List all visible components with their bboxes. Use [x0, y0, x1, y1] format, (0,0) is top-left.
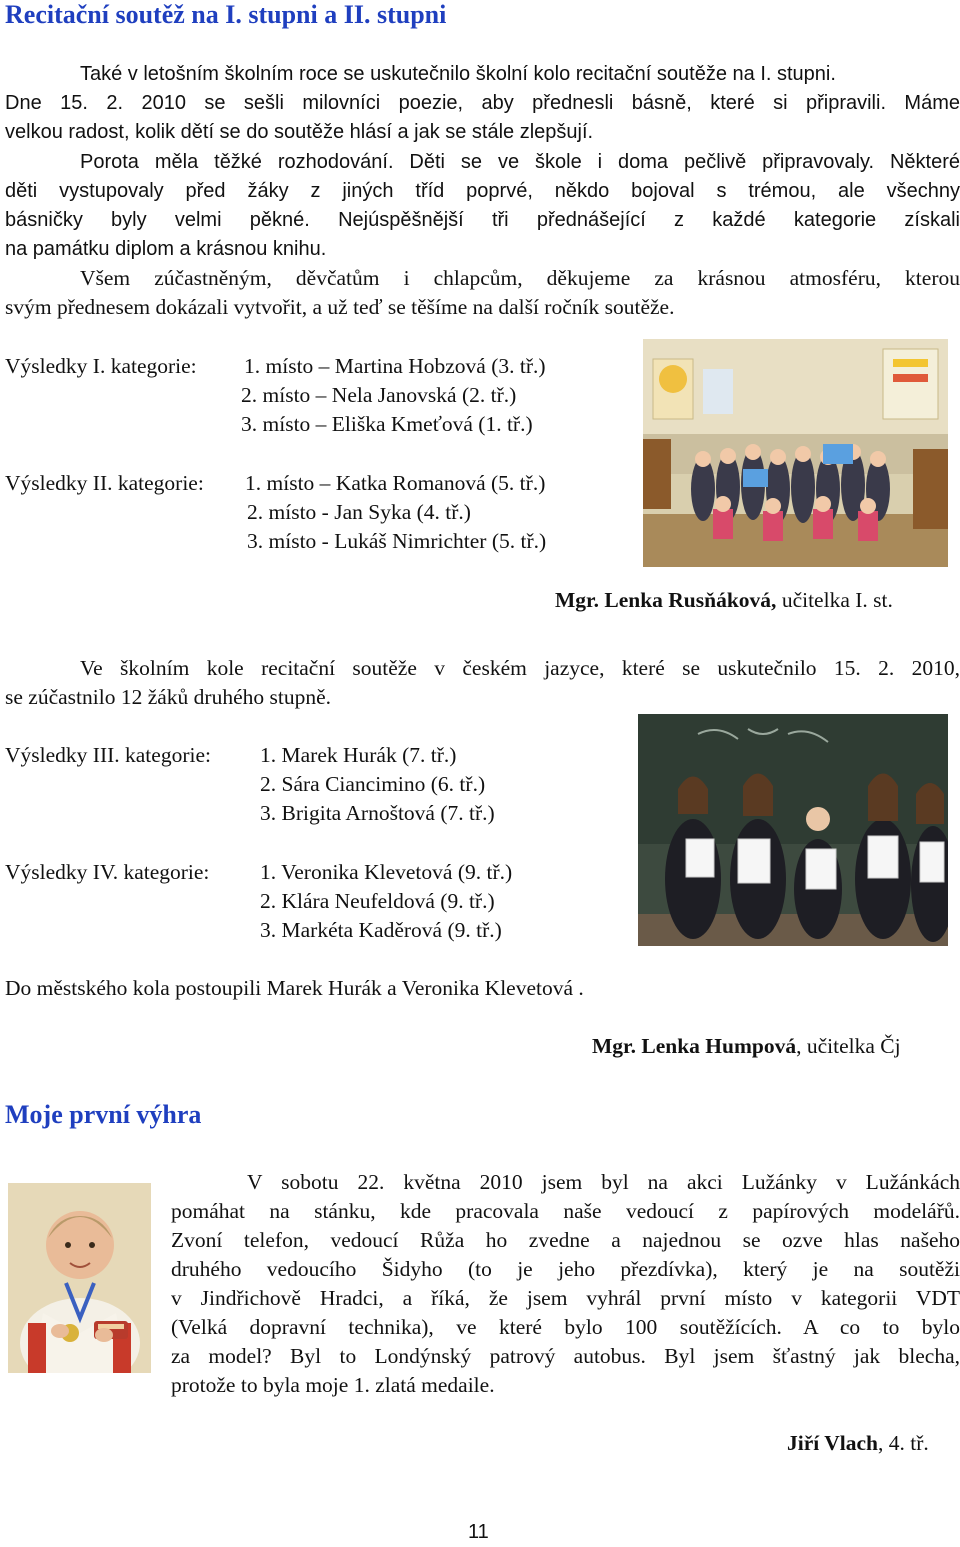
- results-label: Výsledky II. kategorie:: [5, 471, 204, 495]
- paragraph-line: Porota měla těžké rozhodování. Děti se ve škole i doma pečlivě připravovaly. Některé: [80, 151, 960, 173]
- result-entry: 3. místo – Eliška Kmeťová (1. tř.): [241, 412, 533, 436]
- result-entry: 2. místo – Nela Janovská (2. tř.): [241, 383, 517, 407]
- result-entry: 1. Marek Hurák (7. tř.): [260, 743, 457, 767]
- result-entry: 1. místo – Martina Hobzová (3. tř.): [244, 354, 546, 378]
- story-line: Zvoní telefon, vedoucí Růža ho zvedne a najednou se ozve hlas našeho: [171, 1228, 960, 1252]
- paragraph-line: Ve školním kole recitační soutěže v českém jazyce, které se uskutečnilo 15. 2. 2010,: [80, 656, 960, 680]
- signature-author3: [787, 1429, 929, 1458]
- paragraph-line: svým přednesem dokázali vytvořit, a už teď se těšíme na další ročník soutěže.: [5, 295, 675, 319]
- story-line: protože to byla moje 1. zlatá medaile.: [171, 1373, 495, 1397]
- results-label: Výsledky IV. kategorie:: [5, 860, 210, 884]
- signature-author2: [592, 1032, 901, 1061]
- paragraph-line: na památku diplom a krásnou knihu.: [5, 238, 327, 260]
- result-entry: 3. Markéta Kaděrová (9. tř.): [260, 918, 502, 942]
- article-title-recitation: Recitační soutěž na I. stupni a II. stupni: [5, 0, 447, 29]
- story-line: v Jindřichově Hradci, a říká, že jsem vyhrál první místo v kategorii VDT: [171, 1286, 960, 1310]
- paragraph-line: Také v letošním školním roce se uskutečnilo školní kolo recitační soutěže na I. stupni.: [80, 63, 836, 85]
- story-line: V sobotu 22. května 2010 jsem byl na akci Lužánky v Lužánkách: [247, 1170, 960, 1194]
- results-label: Výsledky I. kategorie:: [5, 354, 197, 378]
- signature-name: Mgr. Lenka Humpová: [592, 1034, 797, 1058]
- advance-announcement: Do městského kola postoupili Marek Hurák a Veronika Klevetová .: [5, 976, 584, 1000]
- signature-name: Mgr. Lenka Rusňáková,: [555, 588, 777, 612]
- result-entry: 1. místo – Katka Romanová (5. tř.): [245, 471, 546, 495]
- result-entry: 1. Veronika Klevetová (9. tř.): [260, 860, 513, 884]
- signature-role: , učitelka Čj: [796, 1034, 901, 1058]
- article-title-first-win: Moje první výhra: [5, 1100, 202, 1129]
- signature-role: , 4. tř.: [877, 1431, 929, 1455]
- result-entry: 3. Brigita Arnoštová (7. tř.): [260, 801, 495, 825]
- paragraph-line: Všem zúčastněným, děvčatům i chlapcům, děkujeme za krásnou atmosféru, kterou: [80, 266, 960, 290]
- result-entry: 2. Sára Ciancimino (6. tř.): [260, 772, 486, 796]
- story-line: za model? Byl to Londýnský patrový autobus. Byl jsem šťastný jak blecha,: [171, 1344, 960, 1368]
- signature-name: Jiří Vlach: [787, 1431, 878, 1455]
- paragraph-line: velkou radost, kolik dětí se do soutěže hlásí a jak se stále zlepšují.: [5, 121, 594, 143]
- result-entry: 3. místo - Lukáš Nimrichter (5. tř.): [247, 529, 547, 553]
- paragraph-line: se zúčastnilo 12 žáků druhého stupně.: [5, 685, 331, 709]
- photo-older-students-diplomas: [638, 714, 948, 946]
- signature-author1: [555, 586, 893, 615]
- story-line: druhého vedoucího Šidyho (to je jeho přezdívka), který je na soutěži: [171, 1257, 960, 1281]
- paragraph-line: Dne 15. 2. 2010 se sešli milovníci poezie, aby přednesli básně, které si připravili. Máme: [5, 92, 960, 114]
- result-entry: 2. Klára Neufeldová (9. tř.): [260, 889, 495, 913]
- paragraph-line: básničky byly velmi pěkné. Nejúspěšnější tři přednášející z každé kategorie získali: [5, 209, 960, 231]
- story-line: (Velká dopravní technika), ve které bylo 100 soutěžících. A co to bylo: [171, 1315, 960, 1339]
- results-label: Výsledky III. kategorie:: [5, 743, 211, 767]
- page-number: 11: [468, 1521, 489, 1543]
- result-entry: 2. místo - Jan Syka (4. tř.): [247, 500, 471, 524]
- signature-role: učitelka I. st.: [776, 588, 893, 612]
- group-photo-younger-students: [643, 339, 948, 567]
- paragraph-line: děti vystupovaly před žáky z jiných tříd poprvé, někdo bojoval s trémou, ale všechny: [5, 180, 960, 202]
- photo-boy-with-medal: [8, 1183, 151, 1373]
- story-line: pomáhat na stánku, kde pracovala naše vedoucí z papírových modelářů.: [171, 1199, 960, 1223]
